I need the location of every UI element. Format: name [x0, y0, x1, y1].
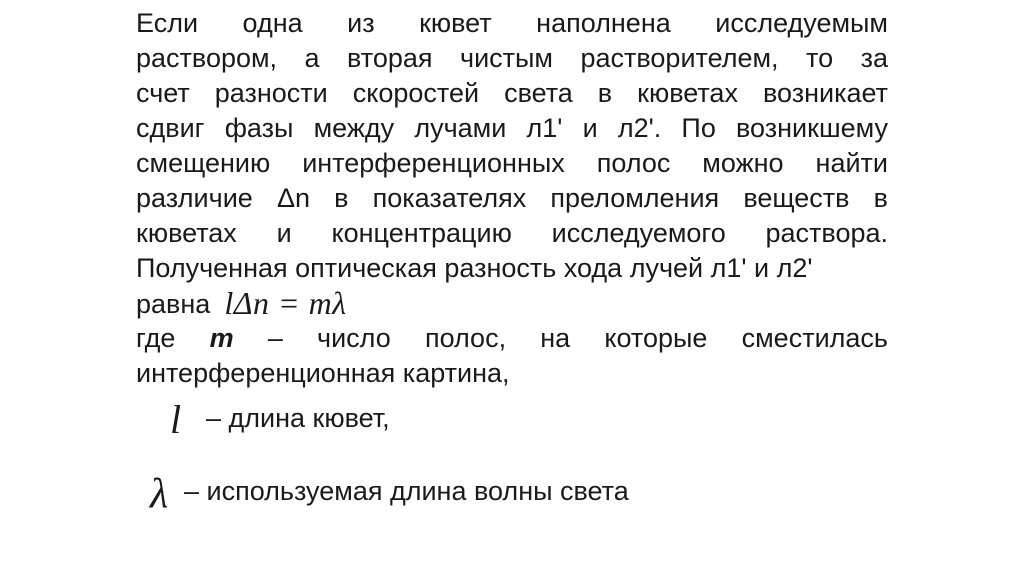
- paragraph-line-8: Полученная оптическая разность хода лучей л1' и л2': [136, 253, 813, 283]
- paragraph-line-7: кюветах и концентрацию исследуемого раствора.: [136, 218, 888, 248]
- wavelength-definition: – используемая длина волны света: [184, 476, 629, 506]
- equals-prefix: равна: [136, 289, 211, 319]
- paragraph-line-2: раствором, а вторая чистым растворителем, то за: [136, 43, 888, 73]
- paragraph-line-6: различие Δn в показателях преломления веществ в: [136, 183, 888, 213]
- variable-m: m: [209, 323, 234, 353]
- paragraph-line-1: Если одна из кювет наполнена исследуемым: [136, 8, 888, 38]
- where-line-2: интерференционная картина,: [136, 358, 510, 388]
- where-prefix: где: [136, 323, 176, 353]
- where-line: [136, 321, 888, 356]
- equation-line: [136, 286, 888, 321]
- length-symbol: l: [170, 397, 182, 442]
- where-rest: – число полос, на которые сместилась: [267, 323, 888, 353]
- path-difference-formula: lΔn = mλ: [224, 285, 347, 321]
- length-definition: – длина кювет,: [206, 403, 390, 433]
- paragraph-line-5: смещению интерференционных полос можно найти: [136, 148, 888, 178]
- paragraph-line-3: счет разности скоростей света в кюветах возникает: [136, 78, 888, 108]
- main-paragraph: [136, 6, 888, 391]
- paragraph-line-4: сдвиг фазы между лучами л1' и л2'. По возникшему: [136, 113, 888, 143]
- wavelength-symbol: λ: [150, 471, 169, 517]
